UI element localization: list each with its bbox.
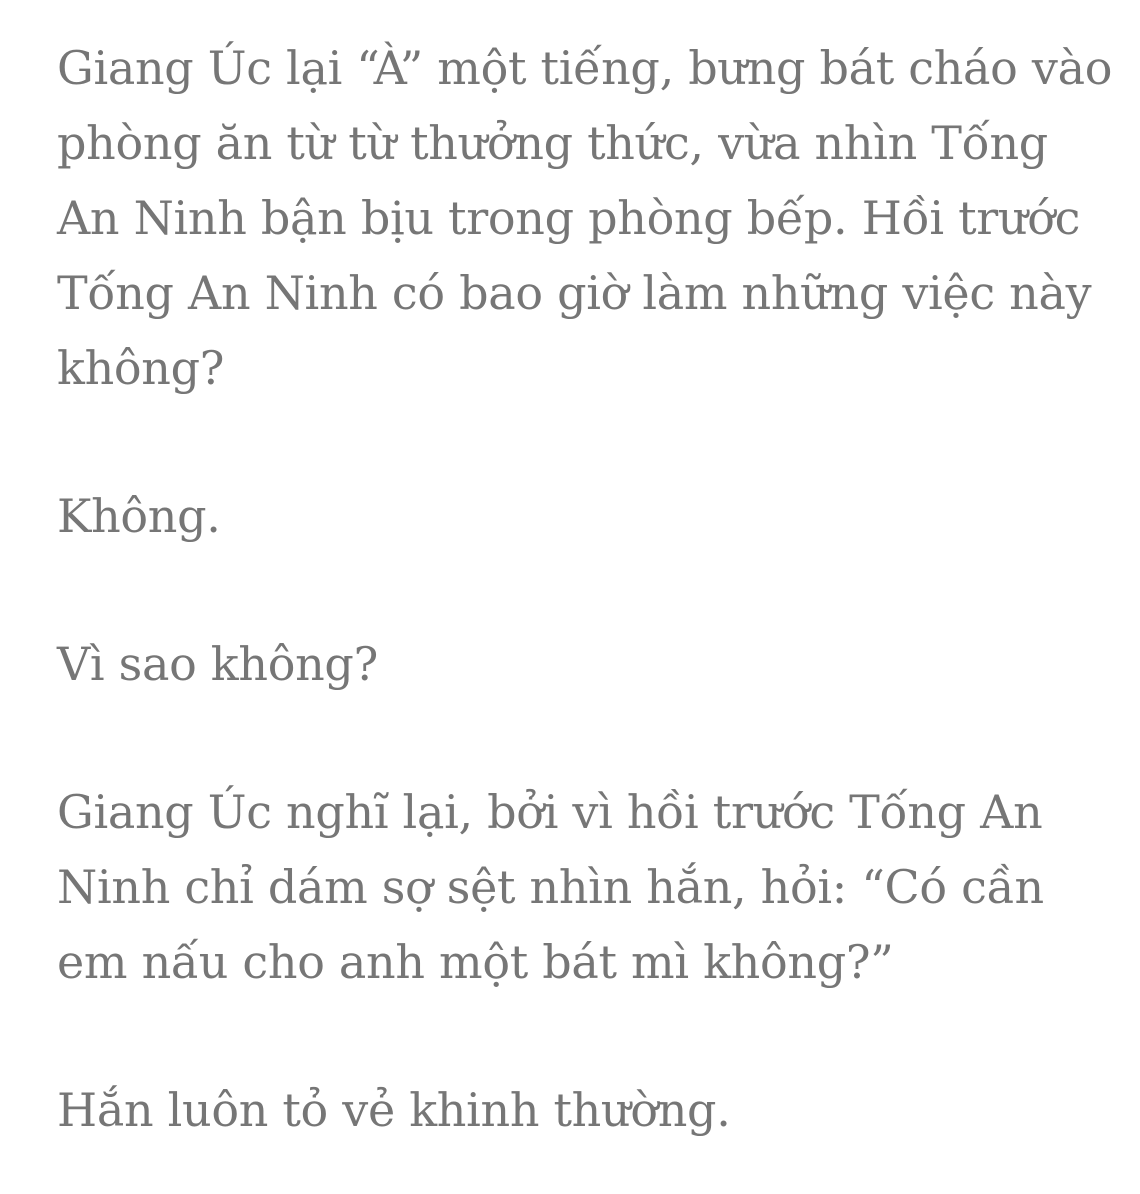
paragraph bbox=[57, 1073, 1100, 1148]
text-line: Tống An Ninh có bao giờ làm những việc này bbox=[57, 266, 1092, 320]
text-line: Vì sao không? bbox=[57, 637, 378, 691]
paragraph bbox=[57, 31, 1113, 406]
text-line: phòng ăn từ từ thưởng thức, vừa nhìn Tống bbox=[57, 116, 1048, 170]
text-line: em nấu cho anh một bát mì không?” bbox=[57, 935, 894, 989]
paragraph bbox=[57, 775, 1100, 1000]
text-line: Ninh chỉ dám sợ sệt nhìn hắn, hỏi: “Có cần bbox=[57, 860, 1044, 914]
text-line: Không. bbox=[57, 489, 221, 543]
text-line: Giang Úc lại “À” một tiếng, bưng bát cháo vào bbox=[57, 41, 1113, 95]
text-line: Giang Úc nghĩ lại, bởi vì hồi trước Tống An bbox=[57, 785, 1043, 839]
text-line: không? bbox=[57, 341, 225, 395]
paragraph bbox=[57, 479, 1100, 554]
text-line: An Ninh bận bịu trong phòng bếp. Hồi trước bbox=[57, 191, 1081, 245]
text-line: Hắn luôn tỏ vẻ khinh thường. bbox=[57, 1083, 731, 1137]
paragraph bbox=[57, 627, 1100, 702]
